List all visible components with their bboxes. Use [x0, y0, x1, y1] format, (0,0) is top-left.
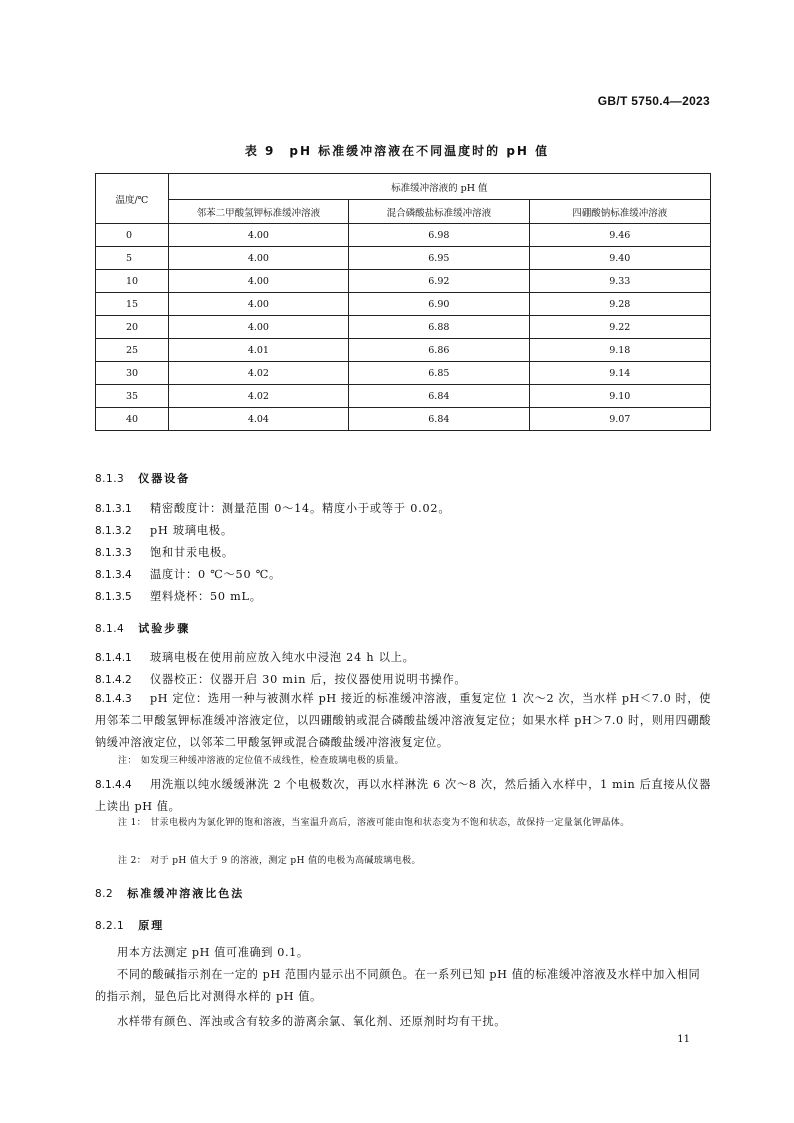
table-row [96, 339, 711, 362]
table-row [96, 247, 711, 270]
page-number: 11 [677, 1034, 690, 1045]
note-text: 如发现三种缓冲溶液的定位值不成线性，检查玻璃电极的质量。 [140, 756, 405, 766]
table-cell: 6.85 [349, 362, 529, 385]
group-header: 标准缓冲溶液的 pH 值 [168, 174, 710, 200]
clause-number: 8.1.3.5 [95, 591, 132, 603]
note-text: 对于 pH 值大于 9 的溶液，测定 pH 值的电极为高碱玻璃电极。 [150, 856, 421, 866]
clause-text: 塑料烧杯：50 mL。 [150, 590, 262, 603]
clause-8-1-4-4 [95, 774, 711, 818]
table-cell: 9.18 [529, 339, 710, 362]
paragraph: 不同的酸碱指示剂在一定的 pH 范围内显示出不同颜色。在一系列已知 pH 值的标准缓冲溶液及水样中加入相同的指示剂，显色后比对测得水样的 pH 值。 [95, 968, 701, 1003]
section-title: 试验步骤 [138, 622, 191, 635]
clause-number: 8.1.3.3 [95, 547, 132, 559]
paragraph: 用本方法测定 pH 值可准确到 0.1。 [117, 946, 309, 959]
table-title: 表 9 pH 标准缓冲溶液在不同温度时的 pH 值 [244, 144, 550, 158]
clause-8-1-4-2 [95, 671, 466, 687]
table-cell: 4.00 [168, 270, 348, 293]
clause-text: pH 定位：选用一种与被测水样 pH 接近的标准缓冲溶液，重复定位 1 次～2 次，当水样 pH＜7.0 时，使用邻苯二甲酸氢钾标准缓冲溶液定位，以四硼酸钠或混合磷酸盐缓冲溶液复定位；如果水样 pH＞7.0 时，则用四硼酸钠缓冲溶液定位，以邻苯二甲酸氢钾或混合磷酸盐缓冲溶液复定位。 [95, 692, 711, 749]
table-cell: 9.10 [529, 385, 710, 408]
ph-buffer-table [95, 173, 711, 431]
table-cell: 4.01 [168, 339, 348, 362]
section-number: 8.2 [95, 888, 114, 900]
table-row [96, 316, 711, 339]
table-cell: 35 [96, 385, 169, 408]
clause-8-1-4-3 [95, 688, 711, 754]
table-cell: 40 [96, 408, 169, 431]
table-cell: 5 [96, 247, 169, 270]
section-number: 8.1.3 [95, 473, 125, 485]
table-cell: 9.46 [529, 224, 710, 247]
clause-number: 8.1.4.3 [95, 693, 132, 705]
table-cell: 6.92 [349, 270, 529, 293]
column-header: 邻苯二甲酸氢钾标准缓冲溶液 [168, 200, 348, 224]
table-cell: 6.84 [349, 385, 529, 408]
paragraph: 水样带有颜色、浑浊或含有较多的游离余氯、氧化剂、还原剂时均有干扰。 [117, 1015, 506, 1028]
section-heading-8-1-4 [95, 620, 190, 636]
note-text: 甘汞电极内为氯化钾的饱和溶液，当室温升高后，溶液可能由饱和状态变为不饱和状态，故保持一定量氯化钾晶体。 [150, 818, 630, 828]
table-cell: 6.98 [349, 224, 529, 247]
clause-8-1-3-5 [95, 588, 262, 604]
clause-number: 8.1.3.1 [95, 503, 132, 515]
table-row [96, 270, 711, 293]
section-heading-8-2 [95, 885, 244, 901]
clause-text: 仪器校正：仪器开启 30 min 后，按仪器使用说明书操作。 [150, 673, 467, 686]
clause-text: pH 玻璃电极。 [150, 524, 233, 537]
column-header: 四硼酸钠标准缓冲溶液 [529, 200, 710, 224]
clause-text: 用洗瓶以纯水缓缓淋洗 2 个电极数次，再以水样淋洗 6 次～8 次，然后插入水样中，1 min 后直接从仪器上读出 pH 值。 [95, 778, 711, 813]
table-cell: 4.00 [168, 293, 348, 316]
table-row [96, 408, 711, 431]
section-heading-8-1-3 [95, 470, 190, 486]
table-cell: 6.88 [349, 316, 529, 339]
clause-text: 精密酸度计：测量范围 0～14。精度小于或等于 0.02。 [150, 502, 451, 515]
section-title: 原理 [138, 919, 165, 932]
section-title: 标准缓冲溶液比色法 [127, 887, 245, 900]
section-number: 8.2.1 [95, 920, 125, 932]
table-cell: 9.07 [529, 408, 710, 431]
clause-number: 8.1.3.4 [95, 569, 132, 581]
table-cell: 4.00 [168, 316, 348, 339]
column-header: 混合磷酸盐标准缓冲溶液 [349, 200, 529, 224]
table-cell: 9.14 [529, 362, 710, 385]
table-cell: 15 [96, 293, 169, 316]
temp-header: 温度/℃ [96, 174, 169, 224]
clause-number: 8.1.4.1 [95, 652, 132, 664]
table-cell: 9.40 [529, 247, 710, 270]
clause-8-1-4-1 [95, 649, 415, 665]
section-title: 仪器设备 [138, 472, 191, 485]
note-label: 注： [118, 756, 137, 766]
note-a [118, 751, 712, 771]
table-cell: 4.04 [168, 408, 348, 431]
table-cell: 10 [96, 270, 169, 293]
section-heading-8-2-1 [95, 917, 164, 933]
note-label: 注 2： [118, 856, 147, 866]
clause-number: 8.1.3.2 [95, 525, 132, 537]
clause-text: 温度计：0 ℃～50 ℃。 [150, 568, 282, 581]
table-row [96, 362, 711, 385]
table-cell: 30 [96, 362, 169, 385]
table-cell: 4.02 [168, 362, 348, 385]
table-cell: 9.22 [529, 316, 710, 339]
clause-number: 8.1.4.2 [95, 674, 132, 686]
table-cell: 20 [96, 316, 169, 339]
clause-text: 饱和甘汞电极。 [150, 546, 234, 559]
standard-code: GB/T 5750.4—2023 [597, 94, 710, 108]
table-cell: 9.28 [529, 293, 710, 316]
table-cell: 4.00 [168, 224, 348, 247]
clause-text: 玻璃电极在使用前应放入纯水中浸泡 24 h 以上。 [150, 651, 415, 664]
note-1 [118, 813, 712, 833]
section-number: 8.1.4 [95, 623, 125, 635]
table-cell: 9.33 [529, 270, 710, 293]
note-label: 注 1： [118, 818, 147, 828]
table-row [96, 385, 711, 408]
clause-8-1-3-1 [95, 500, 450, 516]
table-cell: 6.84 [349, 408, 529, 431]
table-cell: 4.00 [168, 247, 348, 270]
note-2 [118, 851, 712, 871]
clause-8-1-3-4 [95, 566, 281, 582]
table-row [96, 293, 711, 316]
table-cell: 6.95 [349, 247, 529, 270]
table-cell: 6.86 [349, 339, 529, 362]
clause-8-1-3-2 [95, 522, 233, 538]
table-cell: 4.02 [168, 385, 348, 408]
table-cell: 6.90 [349, 293, 529, 316]
table-row [96, 224, 711, 247]
clause-8-1-3-3 [95, 544, 234, 560]
clause-number: 8.1.4.4 [95, 779, 132, 791]
table-cell: 25 [96, 339, 169, 362]
table-cell: 0 [96, 224, 169, 247]
